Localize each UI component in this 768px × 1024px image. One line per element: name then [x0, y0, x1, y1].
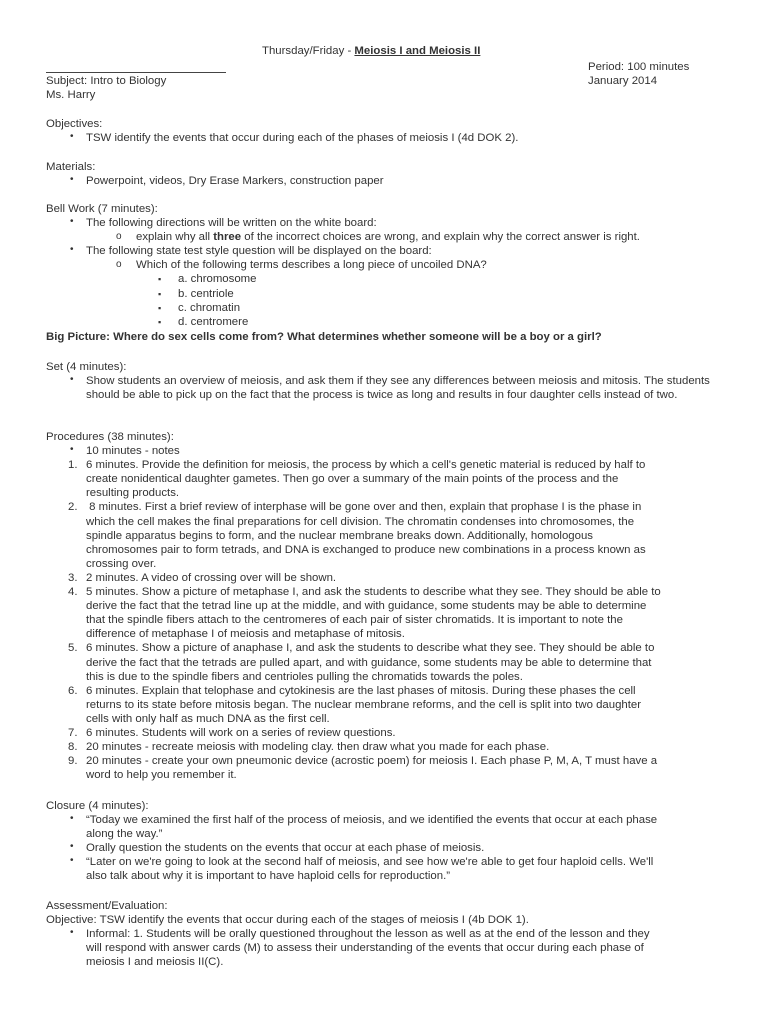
assessment-list [46, 927, 726, 969]
assessment-item-line: • Informal: 1. Students will be orally questioned throughout the lesson as well as at the end of the lesson and they [86, 928, 650, 941]
bellwork-item: • The following directions will be written on the white board: [46, 216, 726, 230]
materials-heading: Materials: [46, 161, 96, 173]
procedure-steps [46, 458, 726, 782]
step-line: crossing over. [86, 557, 157, 570]
procedure-step [46, 684, 726, 726]
closure-item-line: along the way.” [86, 828, 163, 841]
step-number: 3. [68, 571, 78, 584]
bellwork-question: o Which of the following terms describes a long piece of uncoiled DNA? [46, 258, 726, 272]
step-line: 20 minutes - recreate meiosis with modeling clay. then draw what you made for each phase. [86, 741, 550, 754]
closure-section [46, 799, 726, 884]
procedures-bullet: • 10 minutes - notes [46, 444, 726, 458]
step-number: 5. [68, 642, 78, 655]
closure-item [46, 841, 726, 855]
objectives-section [46, 117, 726, 145]
step-line: 6 minutes. Explain that telophase and cytokinesis are the last phases of mitosis. During these phases the cell [86, 684, 636, 697]
step-line: difference of metaphase I of meiosis and metaphase of mitosis. [86, 628, 405, 641]
procedure-step [46, 641, 726, 683]
step-line: which the cell makes the final preparations for cell division. The chromatin condenses into chromosomes, the [86, 515, 635, 528]
procedure-step [46, 500, 726, 570]
bellwork-section [46, 202, 726, 344]
big-picture: Big Picture: Where do sex cells come from? What determines whether someone will be a boy or a girl? [46, 330, 602, 343]
procedure-step [46, 585, 726, 641]
step-number: 2. [68, 501, 78, 514]
closure-heading: Closure (4 minutes): [46, 800, 149, 812]
step-number: 9. [68, 755, 78, 768]
title-main: Meiosis I and Meiosis II [354, 45, 481, 57]
procedure-step [46, 726, 726, 740]
materials-item: • Powerpoint, videos, Dry Erase Markers, construction paper [46, 174, 726, 188]
answer-choice: ▪ d. centromere [46, 315, 726, 329]
subject-line: Subject: Intro to Biology [46, 75, 167, 87]
assessment-item-line: will respond with answer cards (M) to assess their understanding of the events that occur during each phase of [86, 942, 644, 955]
step-line: 5 minutes. Show a picture of metaphase I, and ask the students to describe what they see. They should be able to [86, 586, 661, 599]
step-line: create nonidentical daughter gametes. Then go over a summary of the main points of the process and the [86, 473, 619, 486]
bellwork-item: • The following state test style question will be displayed on the board: [46, 244, 726, 258]
step-line: cells with only half as much DNA as the first cell. [86, 712, 330, 725]
step-line: resulting products. [86, 487, 180, 500]
step-line: returns to its state before mitosis began. The nuclear membrane reforms, and the cell is split into two daughter [86, 698, 642, 711]
answer-choice: ▪ a. chromosome [46, 272, 726, 286]
set-section [46, 360, 726, 402]
assessment-heading: Assessment/Evaluation: [46, 900, 168, 912]
closure-item-line: also talk about why it is important to have haploid cells for reproduction.” [86, 870, 451, 883]
materials-section [46, 160, 726, 188]
step-line: 20 minutes - create your own pneumonic device (acrostic poem) for meiosis I. Each phase P, M, A, T must have a [86, 755, 658, 768]
step-line: 6 minutes. Provide the definition for meiosis, the process by which a cell's genetic material is reduced by half to [86, 459, 646, 472]
assessment-section [46, 899, 726, 969]
bellwork-heading: Bell Work (7 minutes): [46, 203, 158, 215]
closure-item-line: • Orally question the students on the events that occur at each phase of meiosis. [86, 842, 485, 855]
assessment-item-line: meiosis I and meiosis II(C). [86, 956, 224, 969]
step-line: that the spindle fibers attach to the centromeres of each pair of sister chromatids. It is important to note the [86, 614, 623, 627]
page-title [262, 44, 480, 58]
closure-item [46, 813, 726, 841]
step-line: 8 minutes. First a brief review of interphase will be gone over and then, explain that prophase I is the phase in [86, 501, 642, 514]
header-right [588, 60, 689, 88]
set-item: • Show students an overview of meiosis, and ask them if they see any differences between meiosis and mitosis. The students should be able to pick up on the fact that the process is twice as long and results in four daughter cells instead of two. [46, 374, 726, 402]
step-line: word to help you remember it. [86, 769, 237, 782]
period-line: Period: 100 minutes [588, 61, 690, 73]
set-heading: Set (4 minutes): [46, 361, 127, 373]
step-number: 1. [68, 459, 78, 472]
answer-choice: ▪ b. centriole [46, 287, 726, 301]
bellwork-subitem: o explain why all three of the incorrect choices are wrong, and explain why the correct answer is right. [46, 230, 726, 244]
step-number: 8. [68, 741, 78, 754]
procedure-step [46, 458, 726, 500]
step-line: this is due to the spindle fibers and centrioles pulling the chromatids towards the poles. [86, 670, 523, 683]
step-line: derive the fact that the tetrads are pulled apart, and with guidance, some students may be able to determine that [86, 656, 652, 669]
header-left [46, 74, 166, 102]
procedure-step [46, 571, 726, 585]
step-number: 4. [68, 586, 78, 599]
objective-item: • TSW identify the events that occur during each of the phases of meiosis I (4d DOK 2). [46, 131, 726, 145]
closure-list [46, 813, 726, 883]
step-line: 6 minutes. Show a picture of anaphase I, and ask the students to describe what they see. They should be able to [86, 642, 655, 655]
procedure-step [46, 740, 726, 754]
closure-item-line: • “Today we examined the first half of the process of meiosis, and we identified the events that occur at each phase [86, 814, 658, 827]
step-line: spindle apparatus begins to form, and the nuclear membrane breaks down. Additionally, homologous [86, 529, 593, 542]
closure-item-line: • “Later on we're going to look at the second half of meiosis, and see how we're able to get four haploid cells. We'll [86, 856, 654, 869]
date-line: January 2014 [588, 75, 658, 88]
title-prefix: Thursday/Friday - [262, 45, 355, 57]
answer-choice: ▪ c. chromatin [46, 301, 726, 315]
assessment-item [46, 927, 726, 969]
procedure-step [46, 754, 726, 782]
assessment-objective: Objective: TSW identify the events that occur during each of the stages of meiosis I (4b DOK 1). [46, 914, 529, 927]
closure-item [46, 855, 726, 883]
step-line: 2 minutes. A video of crossing over will be shown. [86, 571, 337, 584]
procedures-section [46, 430, 726, 782]
step-line: chromosomes pair to form tetrads, and DNA is exchanged to produce new combinations in a process known as [86, 543, 646, 556]
step-line: derive the fact that the tetrad line up at the middle, and with guidance, some students may be able to determine [86, 600, 647, 613]
step-number: 7. [68, 726, 78, 739]
objectives-heading: Objectives: [46, 118, 103, 130]
procedures-heading: Procedures (38 minutes): [46, 431, 174, 443]
name-line [46, 72, 226, 73]
step-number: 6. [68, 684, 78, 697]
step-line: 6 minutes. Students will work on a series of review questions. [86, 726, 396, 739]
teacher-line: Ms. Harry [46, 89, 96, 102]
